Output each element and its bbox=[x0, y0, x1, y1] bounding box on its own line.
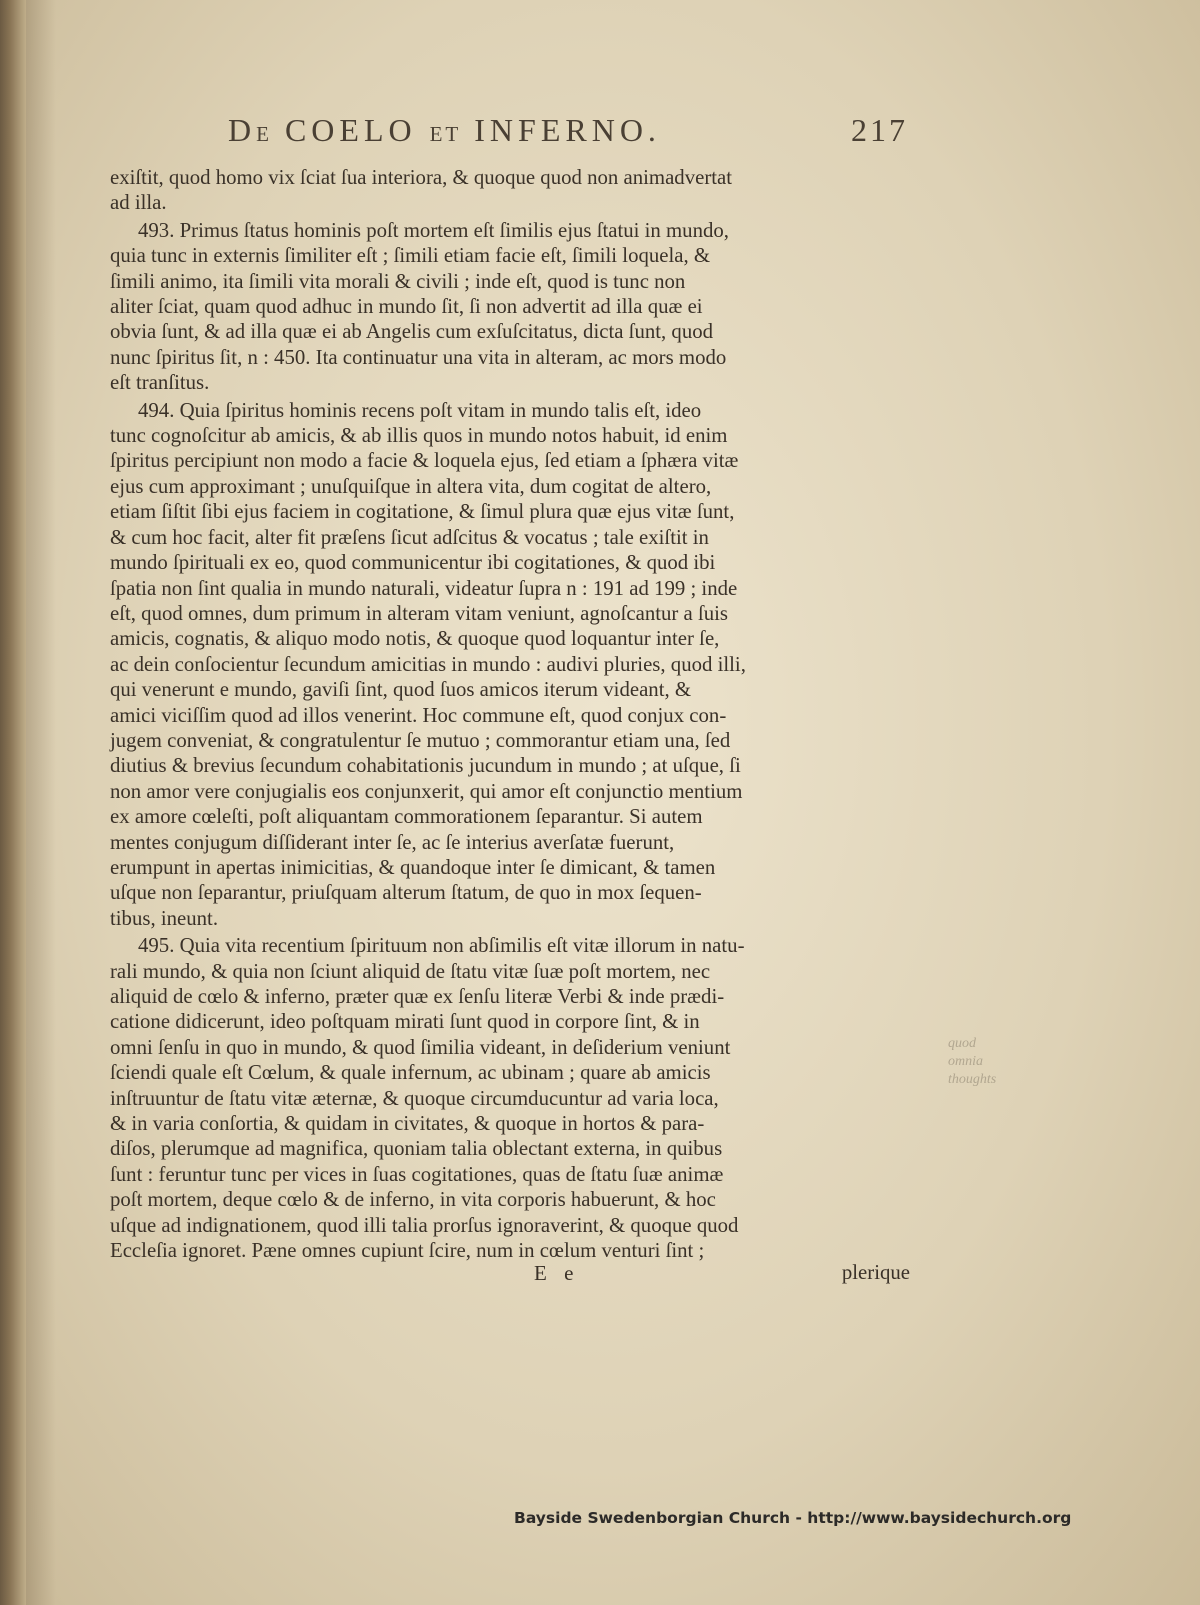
text-line: diſos, plerumque ad magnifica, quoniam talia oblectant externa, in quibus bbox=[110, 1137, 723, 1161]
text-line: uſque ad indignationem, quod illi talia prorſus ignoraverint, & quoque quod bbox=[110, 1213, 739, 1237]
text-line: ſciendi quale eſt Cœlum, & quale infernum, ac ubinam ; quare ab amicis bbox=[110, 1061, 711, 1085]
text-line: ſimili animo, ita ſimili vita morali & civili ; inde eſt, quod is tunc non bbox=[110, 269, 686, 293]
page-footer bbox=[110, 1261, 910, 1289]
text-line: ſunt : feruntur tunc per vices in ſuas cogitationes, quas de ſtatu ſuæ animæ bbox=[110, 1162, 724, 1186]
text-line: catione didicerunt, ideo poſtquam mirati ſunt quod in corpore ſint, & in bbox=[110, 1010, 700, 1034]
body-text bbox=[110, 165, 910, 1263]
text-line: tibus, ineunt. bbox=[110, 906, 219, 930]
gutter-shadow bbox=[26, 0, 56, 1605]
text-line: obvia ſunt, & ad illa quæ ei ab Angelis cum exſuſcitatus, dicta ſunt, quod bbox=[110, 320, 714, 344]
text-line: & in varia conſortia, & quidam in civitates, & quoque in hortos & para- bbox=[110, 1112, 705, 1136]
text-line: ſpiritus percipiunt non modo a facie & loquela ejus, ſed etiam a ſphæra vitæ bbox=[110, 449, 739, 473]
text-line: nunc ſpiritus ſit, n : 450. Ita continuatur una vita in alteram, ac mors modo bbox=[110, 345, 727, 369]
text-line: aliquid de cœlo & inferno, præter quæ ex ſenſu literæ Verbi & inde prædi- bbox=[110, 985, 725, 1008]
page-header bbox=[228, 112, 908, 156]
book-spine bbox=[0, 0, 26, 1605]
signature-mark: E e bbox=[534, 1261, 580, 1285]
text-line: diutius & brevius ſecundum cohabitationis jucundum in mundo ; at uſque, ſi bbox=[110, 754, 741, 778]
show-through-text: quod omnia thoughts bbox=[948, 1036, 997, 1087]
running-title: DE COELO ET INFERNO. bbox=[228, 112, 661, 148]
text-line: amici viciſſim quod ad illos venerint. Hoc commune eſt, quod conjux con- bbox=[110, 703, 727, 727]
text-line: etiam ſiſtit ſibi ejus faciem in cogitatione, & ſimul plura quæ ejus vitæ ſunt, bbox=[110, 500, 735, 524]
text-line: inſtruuntur de ſtatu vitæ æternæ, & quoque circumducuntur ad varia loca, bbox=[110, 1086, 719, 1110]
text-line: Eccleſia ignoret. Pæne omnes cupiunt ſcire, num in cœlum venturi ſint ; bbox=[110, 1239, 705, 1263]
text-line: quia tunc in externis ſimiliter eſt ; ſimili etiam facie eſt, ſimili loquela, & bbox=[110, 244, 711, 268]
text-line: & cum hoc facit, alter fit præſens ſicut adſcitus & vocatus ; tale exiſtit in bbox=[110, 525, 709, 549]
text-line: mundo ſpirituali ex eo, quod communicentur ibi cogitationes, & quod ibi bbox=[110, 551, 716, 575]
text-line: ejus cum approximant ; unuſquiſque in altera vita, dum cogitat de altero, bbox=[110, 474, 712, 498]
text-line: aliter ſciat, quam quod adhuc in mundo ſit, ſi non advertit ad illa quæ ei bbox=[110, 295, 703, 319]
text-line: ex amore cœleſti, poſt aliquantam commorationem ſeparantur. Si autem bbox=[110, 805, 703, 829]
text-line: rali mundo, & quia non ſciunt aliquid de ſtatu vitæ ſuæ poſt mortem, nec bbox=[110, 959, 711, 983]
text-line: non amor vere conjugialis eos conjunxerit, qui amor eſt conjunctio mentium bbox=[110, 779, 743, 803]
paragraph-493-start: 493. Primus ſtatus hominis poſt mortem eſt ſimilis ejus ſtatui in mundo, bbox=[138, 218, 729, 242]
catchword: plerique bbox=[841, 1261, 910, 1284]
text-line: jugem conveniat, & congratulentur ſe mutuo ; commorantur etiam una, ſed bbox=[110, 728, 731, 752]
text-line: omni ſenſu in quo in mundo, & quod ſimilia videant, in deſiderium veniunt bbox=[110, 1035, 731, 1059]
text-line: ac dein conſocientur ſecundum amicitias in mundo : audivi pluries, quod illi, bbox=[110, 652, 746, 676]
text-line: uſque non ſeparantur, priuſquam alterum ſtatum, de quo in mox ſequen- bbox=[110, 881, 702, 905]
text-line: qui venerunt e mundo, gaviſi ſint, quod ſuos amicos iterum videant, & bbox=[110, 678, 692, 702]
text-line: ſpatia non ſint qualia in mundo naturali, videatur ſupra n : 191 ad 199 ; inde bbox=[110, 576, 738, 600]
text-line: mentes conjugum diſſiderant inter ſe, ac ſe interius averſatæ fuerunt, bbox=[110, 830, 675, 854]
text-line: amicis, cognatis, & aliquo modo notis, & quoque quod loquantur inter ſe, bbox=[110, 627, 720, 651]
text-line: ad illa. bbox=[110, 191, 167, 215]
paragraph-495-start: 495. Quia vita recentium ſpirituum non abſimilis eſt vitæ illorum in natu- bbox=[138, 934, 745, 958]
text-line: exiſtit, quod homo vix ſciat ſua interiora, & quoque quod non animadvertat bbox=[110, 166, 733, 189]
text-line: erumpunt in apertas inimicitias, & quandoque inter ſe dimicant, & tamen bbox=[110, 855, 716, 879]
text-line: eſt tranſitus. bbox=[110, 371, 210, 395]
text-line: poſt mortem, deque cœlo & de inferno, in vita corporis habuerunt, & hoc bbox=[110, 1188, 716, 1212]
page-number: 217 bbox=[851, 112, 908, 148]
source-watermark: Bayside Swedenborgian Church - http://www.baysidechurch.org bbox=[514, 1509, 1072, 1527]
paragraph-494-start: 494. Quia ſpiritus hominis recens poſt vitam in mundo talis eſt, ideo bbox=[138, 398, 702, 422]
text-line: tunc cognoſcitur ab amicis, & ab illis quos in mundo notos habuit, id enim bbox=[110, 424, 728, 448]
text-line: eſt, quod omnes, dum primum in alteram vitam veniunt, agnoſcantur a ſuis bbox=[110, 601, 729, 625]
